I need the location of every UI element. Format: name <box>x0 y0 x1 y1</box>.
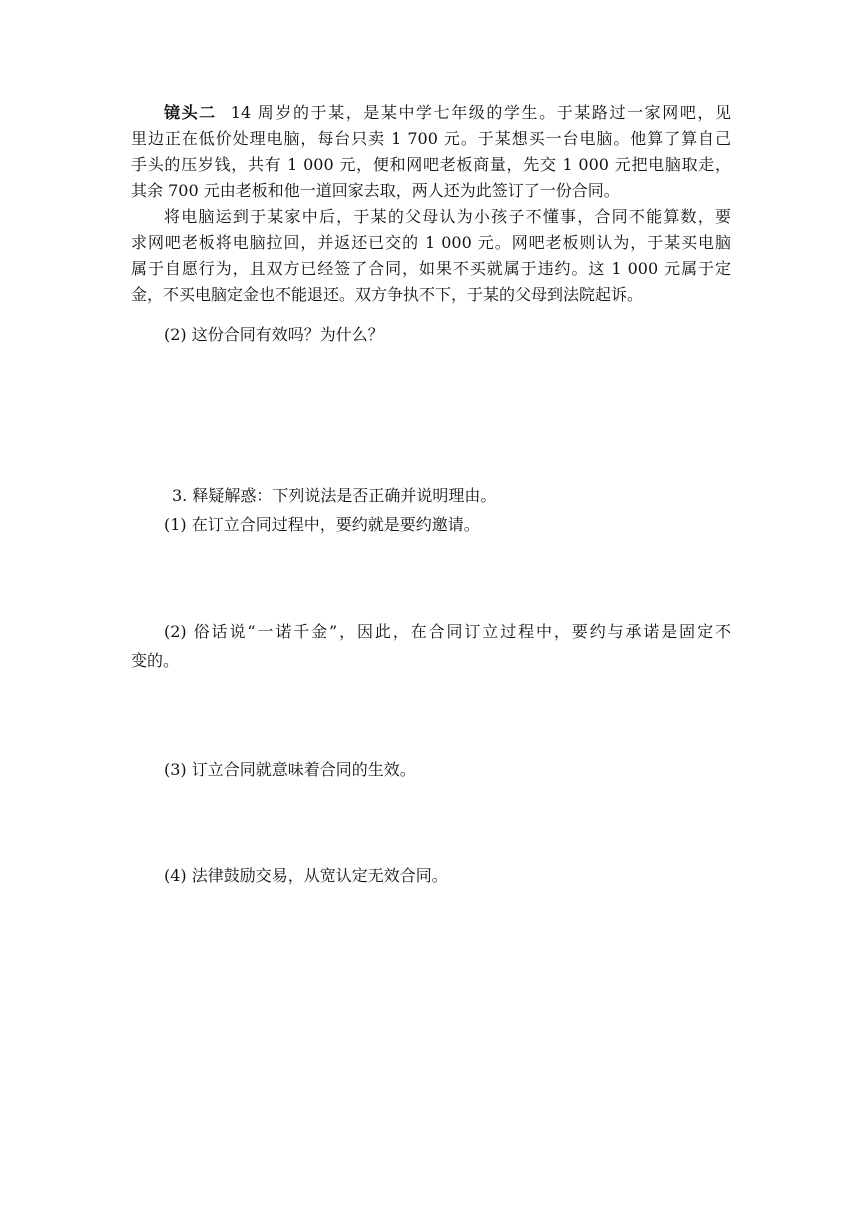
question-2: (2) 这份合同有效吗？为什么？ <box>164 325 384 344</box>
scenario-para1-line-3: 手头的压岁钱，共有 1 000 元，便和网吧老板商量，先交 1 000 元把电脑取走， <box>131 155 731 174</box>
scenario-para1-line-2: 里边正在低价处理电脑，每台只卖 1 700 元。于某想买一台电脑。他算了算自己 <box>131 129 731 148</box>
scenario-para2-line-1: 将电脑运到于某家中后，于某的父母认为小孩子不懂事，合同不能算数，要 <box>164 207 731 226</box>
scenario-para1-text-1: 14 周岁的于某，是某中学七年级的学生。于某路过一家网吧，见 <box>230 103 731 122</box>
section-3-item-3: (3) 订立合同就意味着合同的生效。 <box>164 760 416 779</box>
section-3-item-2-line-2: 变的。 <box>131 651 180 670</box>
scenario-label: 镜头二 <box>164 103 217 122</box>
scenario-para2-line-2: 求网吧老板将电脑拉回，并返还已交的 1 000 元。网吧老板则认为，于某买电脑 <box>131 233 731 252</box>
section-3-item-4: (4) 法律鼓励交易，从宽认定无效合同。 <box>164 866 448 885</box>
scenario-para1-line-4: 其余 700 元由老板和他一道回家去取，两人还为此签订了一份合同。 <box>131 181 620 200</box>
scenario-para2-line-4: 金，不买电脑定金也不能退还。双方争执不下，于某的父母到法院起诉。 <box>131 285 644 304</box>
section-3-item-1: (1) 在订立合同过程中，要约就是要约邀请。 <box>164 515 480 534</box>
section-3-heading: 3. 释疑解惑：下列说法是否正确并说明理由。 <box>172 486 497 505</box>
section-3-item-2-line-1: (2) 俗话说“一诺千金”，因此，在合同订立过程中，要约与承诺是固定不 <box>164 622 731 641</box>
scenario-para1-line-1 <box>164 100 731 126</box>
scenario-para2-line-3: 属于自愿行为，且双方已经签了合同，如果不买就属于违约。这 1 000 元属于定 <box>131 259 731 278</box>
